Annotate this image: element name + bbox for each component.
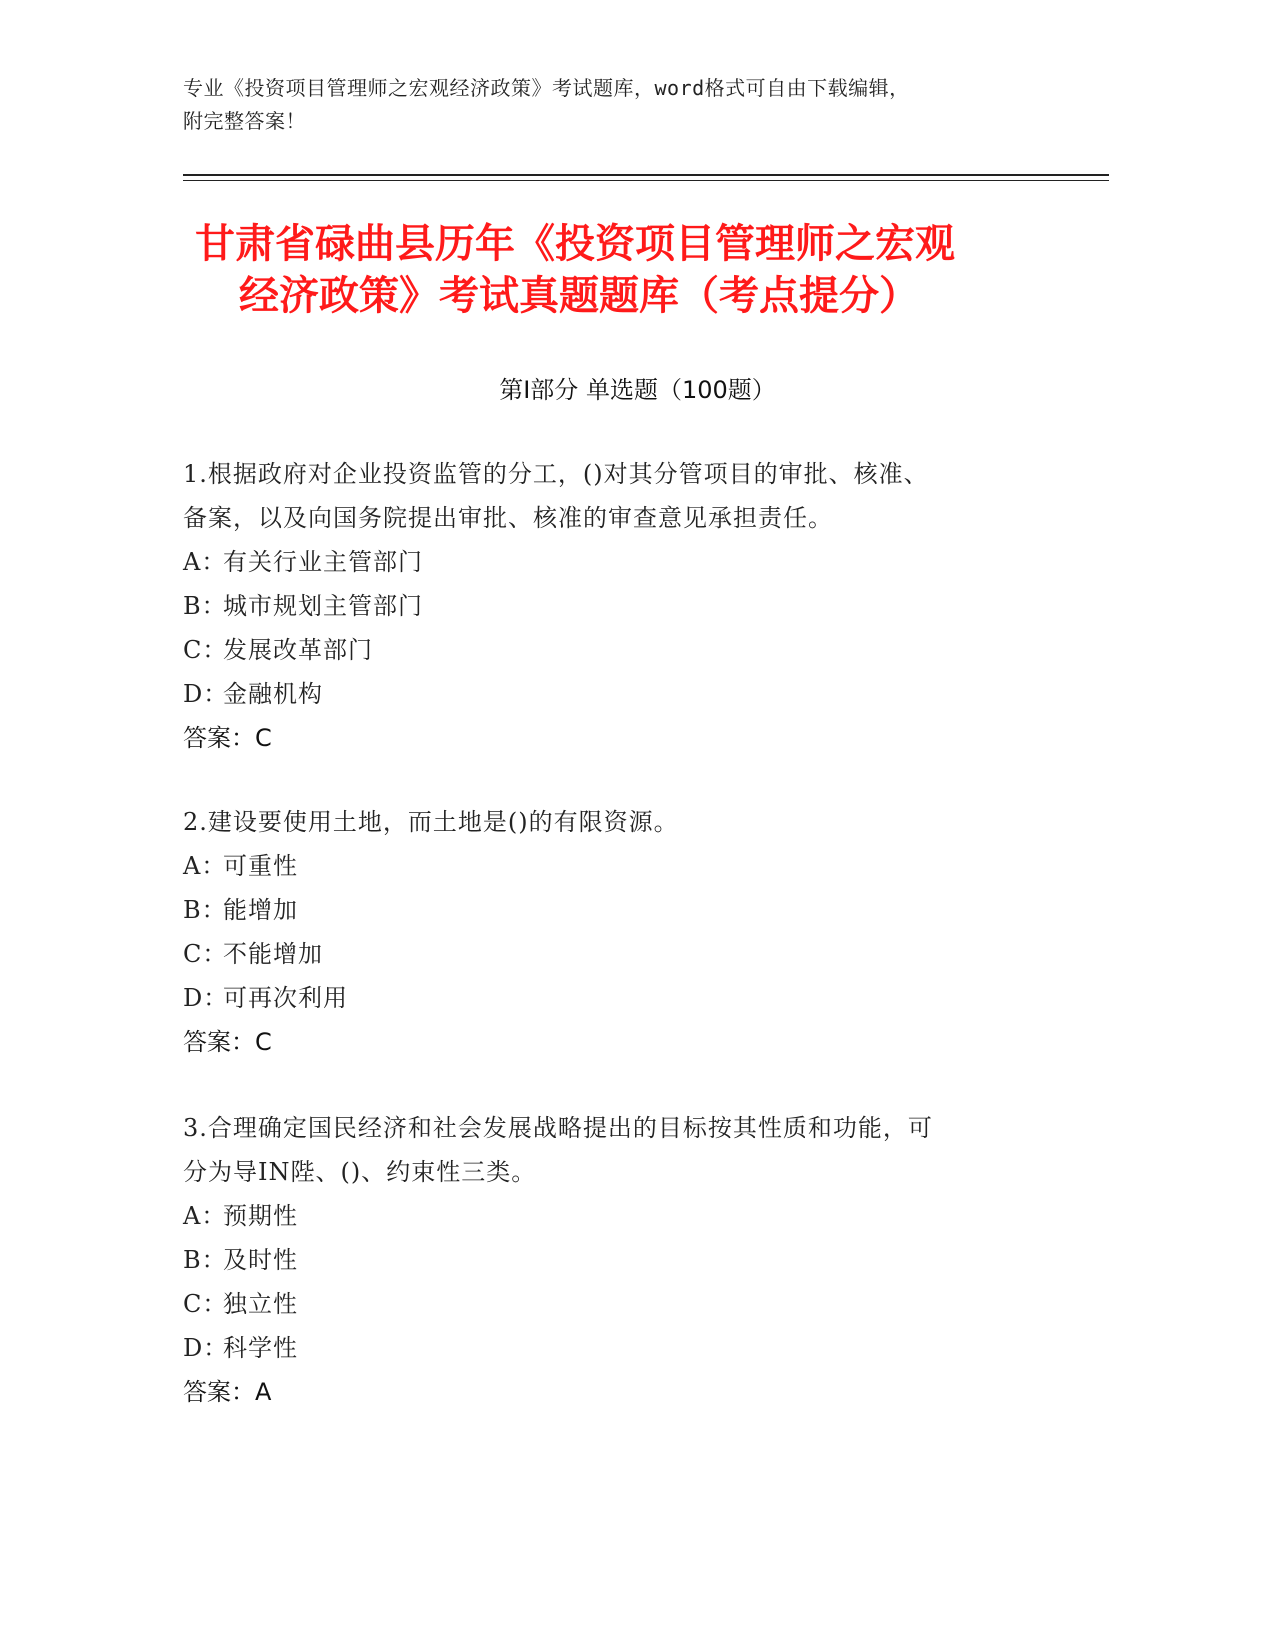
option-key: B： [183,896,227,924]
option-text: 及时性 [223,1246,298,1274]
header-note [183,72,1083,138]
option-text: 发展改革部门 [223,636,373,664]
option-text: 可再次利用 [223,984,348,1012]
option-key: D： [183,1334,229,1362]
option-text: 有关行业主管部门 [223,548,423,576]
header-divider-thin [183,180,1109,181]
section-heading: 第Ⅰ部分 单选题（100题） [499,376,776,404]
question-stem [183,800,1063,844]
answer-text: 答案：C [183,724,272,752]
option-key: C： [183,636,228,664]
document-title-line-2: 经济政策》考试真题题库（考点提分） [239,273,919,319]
option-b [183,584,1063,628]
question-block [183,1106,1063,1414]
option-key: D： [183,680,229,708]
option-key: A： [183,548,227,576]
option-text: 城市规划主管部门 [223,592,423,620]
option-key: D： [183,984,229,1012]
option-b [183,888,1063,932]
option-text: 科学性 [223,1334,298,1362]
option-text: 能增加 [223,896,298,924]
option-key: B： [183,1246,227,1274]
document-title-line-1: 甘肃省碌曲县历年《投资项目管理师之宏观 [195,221,955,267]
option-key: B： [183,592,227,620]
option-c [183,1282,1063,1326]
question-stem-line: 备案，以及向国务院提出审批、核准的审查意见承担责任。 [183,504,833,532]
option-c [183,628,1063,672]
option-text: 独立性 [223,1290,298,1318]
option-text: 不能增加 [223,940,323,968]
option-d [183,672,1063,716]
answer-text: 答案：A [183,1378,272,1406]
option-text: 金融机构 [223,680,323,708]
option-b [183,1238,1063,1282]
option-text: 预期性 [223,1202,298,1230]
question-stem-line: 1.根据政府对企业投资监管的分工，()对其分管项目的审批、核准、 [183,460,929,488]
header-divider-thick [183,174,1109,176]
header-note-line-2: 附完整答案！ [183,109,306,133]
question-stem [183,452,1063,540]
option-key: A： [183,852,227,880]
option-d [183,976,1063,1020]
question-block [183,452,1063,760]
option-d [183,1326,1063,1370]
answer-text: 答案：C [183,1028,272,1056]
option-c [183,932,1063,976]
question-block [183,800,1063,1064]
option-key: C： [183,1290,228,1318]
header-note-line-1: 专业《投资项目管理师之宏观经济政策》考试题库，word格式可自由下载编辑， [183,76,910,100]
option-a [183,844,1063,888]
option-a [183,1194,1063,1238]
question-stem-line: 分为导IN陛、()、约束性三类。 [183,1158,537,1186]
option-text: 可重性 [223,852,298,880]
document-title [195,218,1075,322]
option-a [183,540,1063,584]
option-key: C： [183,940,228,968]
question-stem-line: 3.合理确定国民经济和社会发展战略提出的目标按其性质和功能，可 [183,1114,933,1142]
question-stem [183,1106,1063,1194]
question-stem-line: 2.建设要使用土地，而土地是()的有限资源。 [183,808,679,836]
option-key: A： [183,1202,227,1230]
